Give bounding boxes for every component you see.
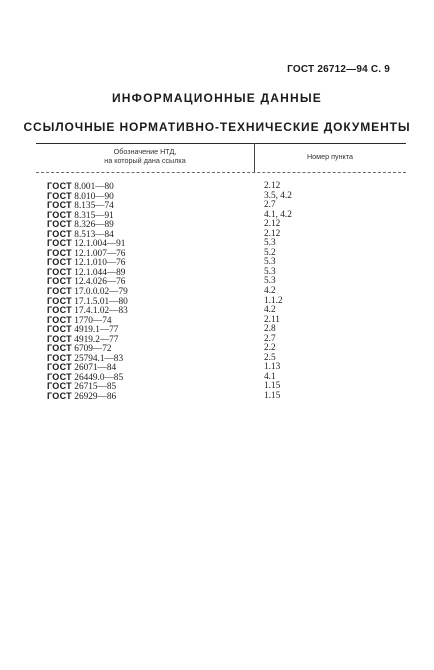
standard-prefix: ГОСТ <box>47 200 72 211</box>
table-row <box>47 316 407 326</box>
table-row <box>47 258 407 268</box>
table-row <box>47 249 407 259</box>
table-row <box>47 297 407 307</box>
standard-prefix: ГОСТ <box>47 295 72 306</box>
standard-number: 1770—74 <box>74 315 112 326</box>
section-number: 4.1, 4.2 <box>264 209 292 220</box>
standard-prefix: ГОСТ <box>47 266 72 277</box>
section-number: 2.12 <box>264 219 281 230</box>
table-header-rule <box>36 172 406 173</box>
section-number: 5.3 <box>264 266 276 277</box>
standard-number: 8.001—80 <box>74 182 114 192</box>
standard-prefix: ГОСТ <box>47 181 72 191</box>
standard-number: 12.1.004—91 <box>74 239 126 250</box>
section-subtitle: ССЫЛОЧНЫЕ НОРМАТИВНО-ТЕХНИЧЕСКИЕ ДОКУМЕНТЫ <box>23 120 411 134</box>
standard-prefix: ГОСТ <box>47 305 72 316</box>
table-row <box>47 344 407 354</box>
section-number: 5.3 <box>264 257 276 268</box>
standard-number: 8.010—90 <box>74 191 114 202</box>
standard-prefix: ГОСТ <box>47 219 72 230</box>
section-number: 5.3 <box>264 276 276 287</box>
table-row <box>47 325 407 335</box>
standard-prefix: ГОСТ <box>47 362 72 373</box>
standard-prefix: ГОСТ <box>47 190 72 201</box>
section-number: 2.2 <box>264 343 276 354</box>
standard-number: 8.135—74 <box>74 201 114 212</box>
section-number: 4.1 <box>264 371 276 382</box>
column-header-document-line1: Обозначение НТД, <box>113 147 177 156</box>
standard-prefix: ГОСТ <box>47 391 72 402</box>
table-row <box>47 363 407 373</box>
standard-prefix: ГОСТ <box>47 286 72 297</box>
section-number: 1.15 <box>264 391 281 402</box>
section-number: 2.7 <box>264 333 276 344</box>
standard-number: 26449.0—85 <box>74 372 124 383</box>
standard-number: 12.1.007—76 <box>74 248 126 259</box>
table-row <box>47 354 407 364</box>
section-number: 4.2 <box>264 305 276 316</box>
section-number: 2.12 <box>264 228 281 239</box>
section-number: 1.15 <box>264 381 281 392</box>
column-header-section: Номер пункта <box>306 152 353 161</box>
standard-number: 4919.2—77 <box>74 334 119 345</box>
standard-number: 12.1.044—89 <box>74 267 126 278</box>
table-top-rule <box>36 143 406 144</box>
standard-prefix: ГОСТ <box>47 257 72 268</box>
section-number: 2.11 <box>264 314 280 325</box>
standard-number: 4919.1—77 <box>74 325 119 336</box>
standard-number: 12.4.026—76 <box>74 277 126 288</box>
standard-prefix: ГОСТ <box>47 324 72 335</box>
standard-number: 25794.1—83 <box>74 353 124 364</box>
standard-number: 17.0.0.02—79 <box>74 287 128 298</box>
section-number: 2.7 <box>264 200 276 211</box>
standard-number: 26715—85 <box>74 382 117 393</box>
section-number: 2.8 <box>264 324 276 335</box>
section-number: 5.2 <box>264 247 276 258</box>
table-row <box>47 287 407 297</box>
column-header-document <box>36 147 254 165</box>
standard-number: 8.315—91 <box>74 210 114 221</box>
section-number: 2.12 <box>264 181 281 191</box>
standard-number: 8.513—84 <box>74 229 114 240</box>
standard-number: 6709—72 <box>74 344 112 355</box>
standard-prefix: ГОСТ <box>47 314 72 325</box>
section-number: 3.5, 4.2 <box>264 190 292 201</box>
standard-number: 8.326—89 <box>74 220 114 231</box>
column-header-document-line2: на который дана ссылка <box>104 156 186 165</box>
standard-prefix: ГОСТ <box>47 247 72 258</box>
standard-prefix: ГОСТ <box>47 333 72 344</box>
standard-prefix: ГОСТ <box>47 371 72 382</box>
standard-number: 12.1.010—76 <box>74 258 126 269</box>
section-number: 1.1.2 <box>264 295 283 306</box>
standard-number: 17.1.5.01—80 <box>74 296 128 307</box>
standard-number: 17.4.1.02—83 <box>74 306 128 317</box>
standard-prefix: ГОСТ <box>47 209 72 220</box>
standard-prefix: ГОСТ <box>47 343 72 354</box>
standard-number: 26071—84 <box>74 363 117 374</box>
standard-prefix: ГОСТ <box>47 228 72 239</box>
standard-prefix: ГОСТ <box>47 238 72 249</box>
section-title: ИНФОРМАЦИОННЫЕ ДАННЫЕ <box>111 91 323 105</box>
standard-number: 26929—86 <box>74 392 117 403</box>
table-row <box>47 306 407 316</box>
table-row <box>47 211 407 221</box>
table-row <box>47 335 407 345</box>
reference-table-body <box>47 182 407 402</box>
standard-prefix: ГОСТ <box>47 276 72 287</box>
table-row <box>47 239 407 249</box>
table-row <box>47 392 407 402</box>
table-row <box>47 230 407 240</box>
table-row <box>47 220 407 230</box>
section-number: 2.5 <box>264 352 276 363</box>
document-designation <box>47 392 116 403</box>
section-number: 5.3 <box>264 238 276 249</box>
table-row <box>47 182 407 192</box>
section-number: 1.13 <box>264 362 281 373</box>
standard-prefix: ГОСТ <box>47 381 72 392</box>
page-header-standard-ref: ГОСТ 26712—94 С. 9 <box>287 64 390 75</box>
standard-prefix: ГОСТ <box>47 352 72 363</box>
table-row <box>47 277 407 287</box>
table-row <box>47 192 407 202</box>
section-number: 4.2 <box>264 286 276 297</box>
table-row <box>47 201 407 211</box>
table-row <box>47 382 407 392</box>
